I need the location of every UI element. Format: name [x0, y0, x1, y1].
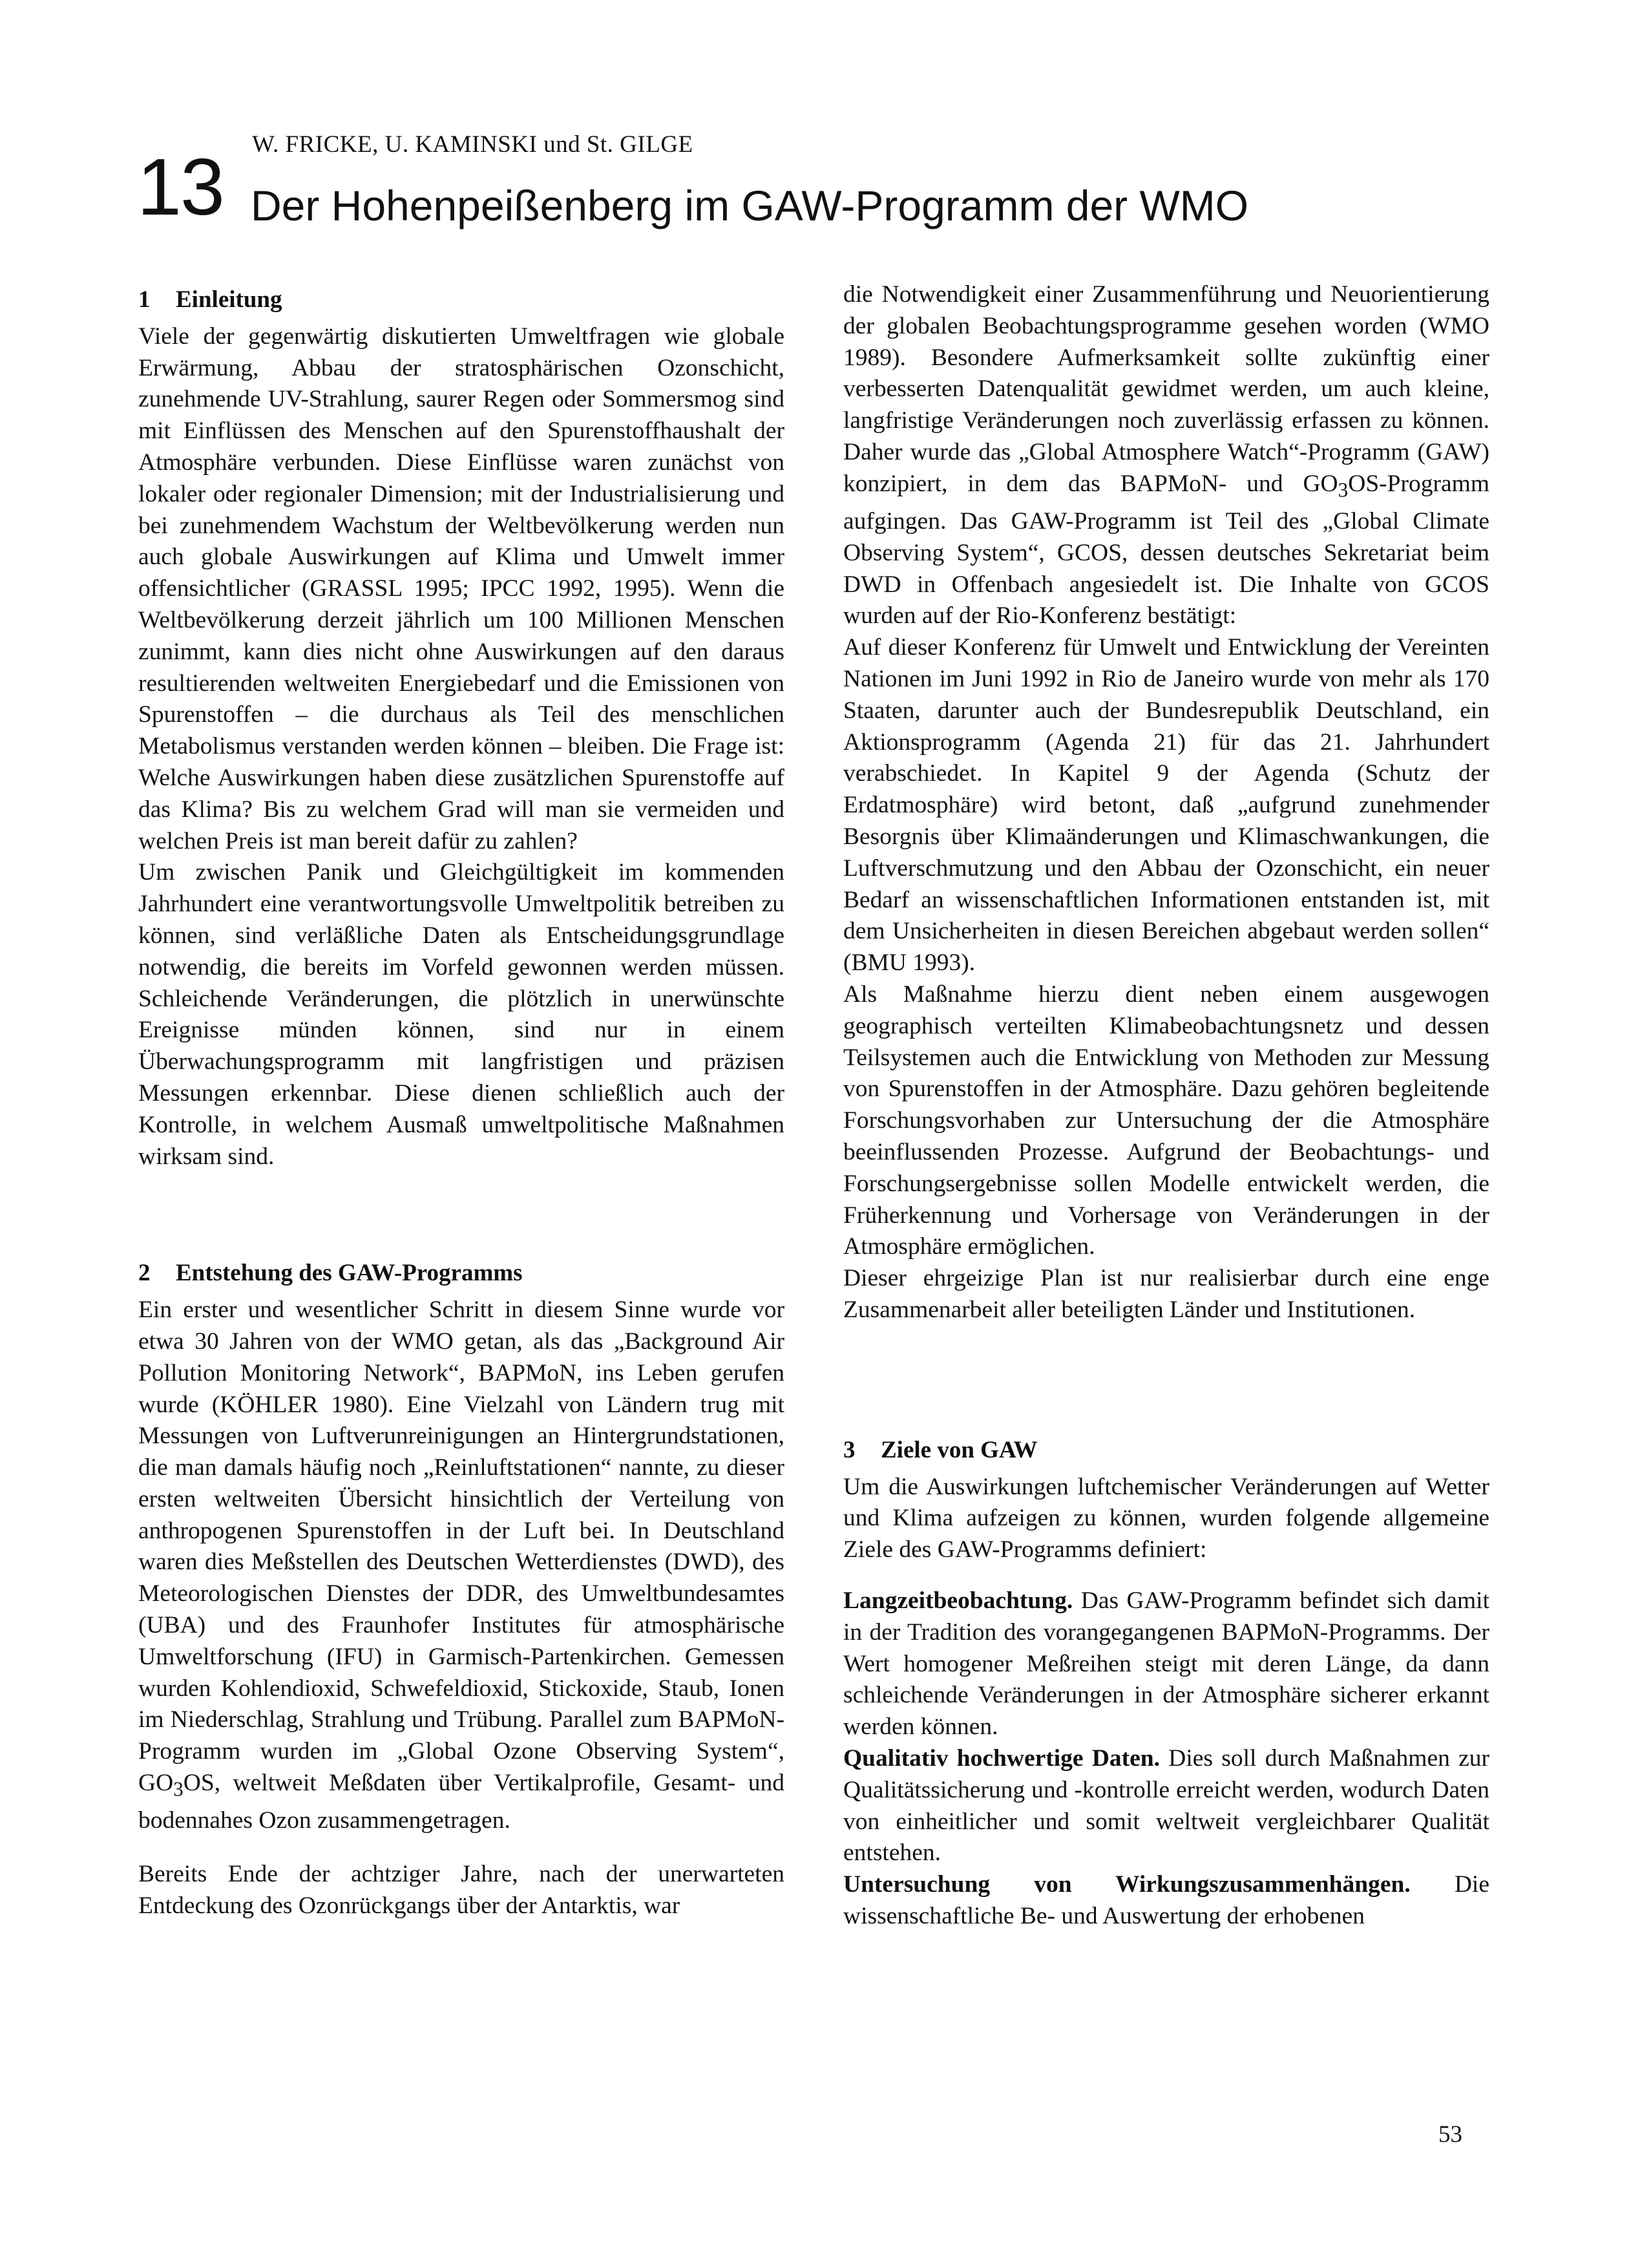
chapter-title: Der Hohenpeißenberg im GAW-Programm der WMO — [251, 182, 1249, 229]
goal-term: Qualitativ hochwertige Daten. — [843, 1744, 1161, 1772]
page-number: 53 — [1438, 2121, 1462, 2148]
paragraph: Als Maßnahme hierzu dient neben einem ausgewogen geographisch verteilten Klimabeobachtungsnetz und dessen Teilsystemen auch die Entwicklung von Methoden zur Messung von Spurenstoffen in der Atmosphäre. Dazu gehören begleitende Forschungsvorhaben zur Untersuchung der die Atmosphäre beeinflussenden Prozesse. Aufgrund der Beobachtungs- und Forschungsergebnisse sollen Modelle entwickelt werden, die Früherkennung und Vorhersage von Veränderungen in der Atmosphäre ermöglichen. — [843, 981, 1489, 1260]
section-title: Entstehung des GAW-Programms — [176, 1260, 523, 1287]
section-title: Einleitung — [176, 286, 282, 313]
right-column — [843, 279, 1489, 1933]
section-heading-1 — [138, 284, 784, 316]
goal-item: Qualitativ hochwertige Daten. Dies soll durch Maßnahmen zur Qualitätssicherung und -kontrolle erreicht werden, wodurch Daten von einheitlicher und somit weltweit vergleichbarer Qualität entstehen. — [843, 1744, 1489, 1867]
goal-term: Untersuchung von Wirkungszusammenhängen. — [843, 1871, 1411, 1898]
chapter-authors: W. FRICKE, U. KAMINSKI und St. GILGE — [252, 131, 693, 158]
goal-item: Langzeitbeobachtung. Das GAW-Programm befindet sich damit in der Tradition des vorangegangenen BAPMoN-Programms. Der Wert homogener Meßreihen steigt mit deren Länge, da dann schleichende Veränderungen in der Atmosphäre sicherer erkannt werden können. — [843, 1587, 1489, 1741]
paragraph: Bereits Ende der achtziger Jahre, nach der unerwarteten Entdeckung des Ozonrückgangs über der Antarktis, war — [138, 1861, 784, 1919]
goal-term: Langzeitbeobachtung. — [843, 1587, 1073, 1614]
section-heading-2 — [138, 1258, 784, 1289]
chapter-number: 13 — [137, 143, 224, 232]
paragraph: Ein erster und wesentlicher Schritt in diesem Sinne wurde vor etwa 30 Jahren von der WMO getan, als das „Background Air Pollution Monitoring Network“, BAPMoN, ins Leben gerufen wurde (KÖHLER 1980). Eine Vielzahl von Ländern trug mit Messungen von Luftverunreinigungen an Hintergrundstationen, die man damals häufig noch „Reinluftstationen“ nannte, zu dieser ersten weltweiten Übersicht hinsichtlich der Verteilung von anthropogenen Spurenstoffen in der Luft bei. In Deutschland waren dies Meßstellen des Deutschen Wetterdienstes (DWD), des Meteorologischen Dienstes der DDR, des Umweltbundesamtes (UBA) und des Fraunhofer Institutes für atmosphärische Umweltforschung (IFU) in Garmisch-Partenkirchen. Gemessen wurden Kohlendioxid, Schwefeldioxid, Stickoxide, Staub, Ionen im Niederschlag, Strahlung und Trübung. Parallel zum BAPMoN-Programm wurden im „Global Ozone Observing System“, $GO_3OS$, weltweit Meßdaten über Vertikalprofile, Gesamt- und bodennahes Ozon zusammengetragen. — [138, 1297, 784, 1834]
paragraph: die Notwendigkeit einer Zusammenführung und Neuorientierung der globalen Beobachtungsprogramme gesehen worden (WMO 1989). Besondere Aufmerksamkeit sollte zukünftig einer verbesserten Datenqualität gewidmet werden, um auch kleine, langfristige Veränderungen noch zuverlässig erfassen zu können. Daher wurde das „Global Atmosphere Watch“-Programm (GAW) konzipiert, in dem das BAPMoN- und $GO_3OS$-Programm aufgingen. Das GAW-Programm ist Teil des „Global Climate Observing System“, GCOS, dessen deutsches Sekretariat beim DWD in Offenbach angesiedelt ist. Die Inhalte von GCOS wurden auf der Rio-Konferenz bestätigt: — [843, 281, 1489, 630]
paragraph: Auf dieser Konferenz für Umwelt und Entwicklung der Vereinten Nationen im Juni 1992 in Rio de Janeiro wurde von mehr als 170 Staaten, darunter auch der Bundesrepublik Deutschland, ein Aktionsprogramm (Agenda 21) für das 21. Jahrhundert verabschiedet. In Kapitel 9 der Agenda (Schutz der Erdatmosphäre) wird betont, daß „aufgrund zunehmender Besorgnis über Klimaänderungen und Klimaschwankungen, die Luftverschmutzung und den Abbau der Ozonschicht, ein neuer Bedarf an wissenschaftlichen Informationen entstanden ist, mit dem Unsicherheiten in diesen Bereichen abgebaut werden sollen“ (BMU 1993). — [843, 634, 1489, 977]
paragraph: Viele der gegenwärtig diskutierten Umweltfragen wie globale Erwärmung, Abbau der stratosphärischen Ozonschicht, zunehmende UV-Strahlung, saurer Regen oder Sommersmog sind mit Einflüssen des Menschen auf den Spurenstoffhaushalt der Atmosphäre verbunden. Diese Einflüsse waren zunächst von lokaler oder regionaler Dimension; mit der Industrialisierung und bei zunehmendem Wachstum der Weltbevölkerung werden nun auch globale Auswirkungen auf Klima und Umwelt immer offensichtlicher (GRASSL 1995; IPCC 1992, 1995). Wenn die Weltbevölkerung derzeit jährlich um 100 Millionen Menschen zunimmt, kann dies nicht ohne Auswirkungen auf den daraus resultierenden weltweiten Energiebedarf und die Emissionen von Spurenstoffen – die durchaus als Teil des menschlichen Metabolismus verstanden werden können – bleiben. Die Frage ist: Welche Auswirkungen haben diese zusätzlichen Spurenstoffe auf das Klima? Bis zu welchem Grad will man sie vermeiden und welchen Preis ist man bereit dafür zu zahlen? — [138, 323, 784, 854]
paragraph: Um zwischen Panik und Gleichgültigkeit im kommenden Jahrhundert eine verantwortungsvolle Umweltpolitik betreiben zu können, sind verläßliche Daten als Entscheidungsgrundlage notwendig, die bereits im Vorfeld gewonnen werden müssen. Schleichende Veränderungen, die plötzlich in unerwünschte Ereignisse münden können, sind nur in einem Überwachungsprogramm mit langfristigen und präzisen Messungen erkennbar. Diese dienen schließlich auch der Kontrolle, in welchem Ausmaß umweltpolitische Maßnahmen wirksam sind. — [138, 859, 784, 1170]
section-title: Ziele von GAW — [881, 1436, 1038, 1463]
paragraph: Um die Auswirkungen luftchemischer Veränderungen auf Wetter und Klima aufzeigen zu können, wurden folgende allgemeine Ziele des GAW-Programms definiert: — [843, 1473, 1489, 1563]
section-number: 3 — [843, 1436, 856, 1463]
section-number: 2 — [138, 1260, 151, 1287]
section-heading-3 — [843, 1435, 1489, 1467]
paragraph: Dieser ehrgeizige Plan ist nur realisierbar durch eine enge Zusammenarbeit aller beteiligten Länder und Institutionen. — [843, 1265, 1489, 1323]
goal-item: Untersuchung von Wirkungszusammenhängen. Die wissenschaftliche Be- und Auswertung der erhobenen — [843, 1871, 1489, 1929]
section-number: 1 — [138, 286, 151, 313]
left-column — [138, 284, 784, 1922]
